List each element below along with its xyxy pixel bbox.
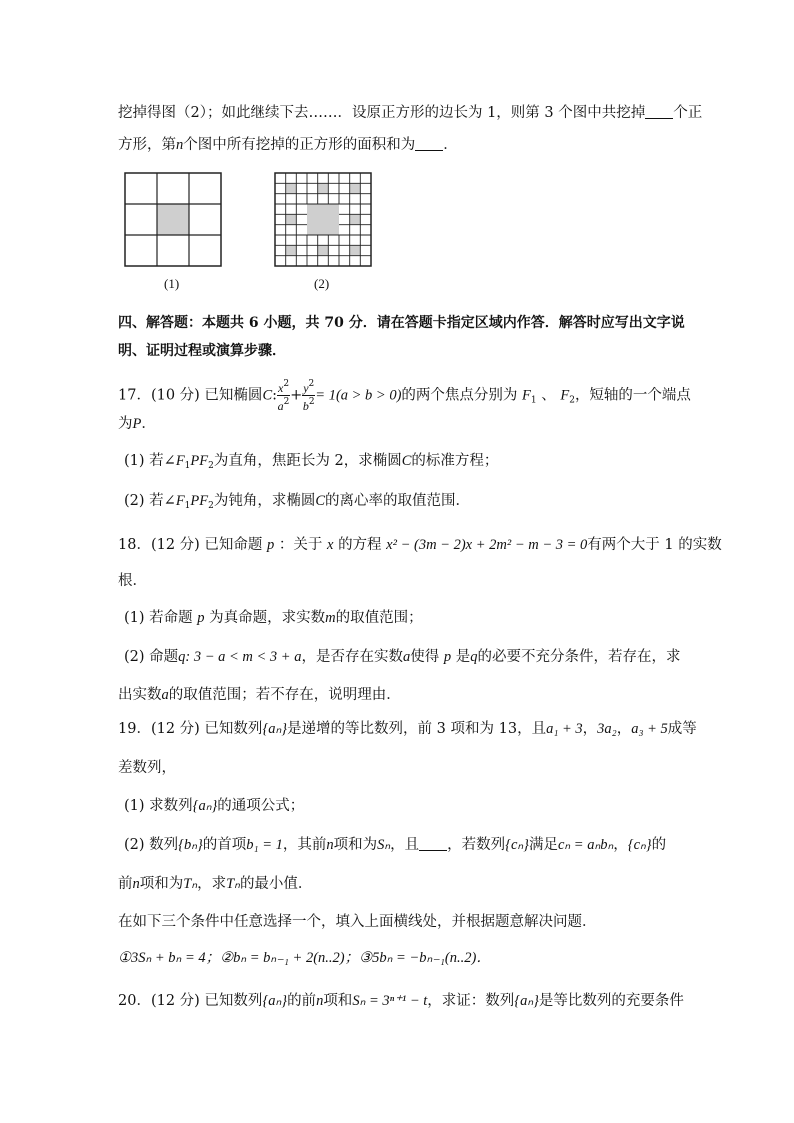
q19-text: 的通项公式； bbox=[217, 798, 305, 814]
q17-text: 的标准方程； bbox=[411, 453, 499, 469]
q17-line-2: 为P． bbox=[118, 416, 156, 432]
math-var: Tₙ bbox=[226, 876, 240, 892]
fraction-x: $\frac{x^2}{a^2}$ bbox=[277, 379, 290, 413]
q17-text: ，短轴的一个端点 bbox=[574, 387, 691, 404]
option-2: ②bₙ = bₙ₋₁ + 2(n..2)； bbox=[220, 950, 360, 966]
math-var: F bbox=[522, 387, 531, 404]
intro-text: 个图中所有挖掉的正方形的面积和为 bbox=[183, 137, 416, 153]
math-var: a bbox=[277, 399, 284, 413]
math-equation: x² − (3m − 2)x + 2m² − m − 3 = 0 bbox=[386, 537, 588, 553]
math-var: Sₙ bbox=[377, 837, 391, 853]
q19-options bbox=[118, 948, 491, 968]
math-var: y bbox=[303, 381, 309, 395]
intro-text: 个正 bbox=[673, 105, 703, 121]
figure-2-caption: (2) bbox=[314, 276, 330, 291]
q17-part-2: (2) 若$\angle F_1PF_2$为钝角，求椭圆C的离心率的取值范围． bbox=[124, 493, 471, 511]
q19-text: 前 bbox=[118, 876, 133, 892]
math-var: x bbox=[327, 537, 334, 553]
math-var: F bbox=[175, 493, 185, 509]
math-condition: : 3 − a < m < 3 + a bbox=[185, 649, 302, 665]
math-var: C bbox=[262, 387, 273, 404]
math-var: F bbox=[199, 493, 209, 509]
math-var: P bbox=[190, 453, 200, 469]
math-var: q bbox=[178, 649, 186, 665]
math-term: cₙ = aₙbₙ bbox=[557, 837, 614, 853]
q18-text: 的取值范围； bbox=[335, 610, 423, 626]
q20-line-1 bbox=[118, 991, 684, 1011]
math-term: a₁ + 3 bbox=[546, 721, 583, 737]
figure-1-grid bbox=[124, 172, 224, 268]
q20-text: ，求证：数列 bbox=[427, 993, 515, 1009]
answer-blank bbox=[645, 104, 673, 119]
q17-text: 的离心率的取值范围． bbox=[325, 493, 471, 509]
math-var: {cₙ} bbox=[627, 837, 652, 853]
fraction-y: $\frac{y^2}{b^2}$ bbox=[302, 379, 315, 413]
answer-blank bbox=[419, 836, 447, 851]
math-var: b bbox=[302, 399, 309, 413]
q19-part-1 bbox=[124, 796, 304, 816]
q19-text: 的首项 bbox=[202, 837, 247, 853]
q19-text: (1) 求数列 bbox=[124, 798, 193, 814]
math-var: P bbox=[132, 416, 142, 432]
q17-part-1: (1) 若$\angle F_1PF_2$为直角，焦距长为 2，求椭圆C的标准方程； bbox=[124, 453, 499, 471]
q19-text: 是递增的等比数列，前 3 项和为 13，且 bbox=[287, 721, 547, 737]
math-var: {aₙ} bbox=[262, 721, 288, 737]
math-var: x bbox=[278, 381, 284, 395]
math-term: Sₙ = 3ⁿ⁺¹ − t bbox=[352, 993, 428, 1009]
math-term: b₁ = 1 bbox=[246, 837, 283, 853]
q18-text: (1) 若命题 bbox=[124, 610, 193, 626]
math-var: F bbox=[560, 387, 570, 404]
math-var: P bbox=[190, 493, 200, 509]
q17-text: 17．(10 分) 已知椭圆 bbox=[118, 387, 263, 404]
math-condition: = 1(a > b > 0) bbox=[315, 387, 402, 404]
q18-text: 出实数 bbox=[118, 687, 162, 703]
q18-text: 的方程 bbox=[338, 537, 382, 553]
intro-text: ． bbox=[443, 137, 458, 153]
math-var: {bₙ} bbox=[178, 837, 203, 853]
math-term: a₃ + 5 bbox=[631, 721, 668, 737]
math-var: F bbox=[175, 453, 185, 469]
math-var: n bbox=[176, 137, 184, 153]
q19-text: 的最小值． bbox=[239, 876, 313, 892]
math-var: F bbox=[199, 453, 209, 469]
q19-text: 满足 bbox=[528, 837, 558, 853]
math-var: a bbox=[161, 687, 169, 703]
math-var: Tₙ bbox=[183, 876, 198, 892]
q17-text: (2) 若∠ bbox=[124, 493, 176, 509]
q19-text: 项和为 bbox=[139, 876, 184, 892]
q18-text: 18．(12 分) 已知命题 bbox=[118, 537, 263, 553]
q18-text: ，是否存在实数 bbox=[301, 649, 403, 665]
q19-text: 项和为 bbox=[333, 837, 378, 853]
math-var: a bbox=[402, 649, 411, 665]
q20-text: 的前 bbox=[287, 993, 317, 1009]
q19-text: (2) 数列 bbox=[124, 837, 179, 853]
q18-text: 有两个大于 1 的实数 bbox=[587, 537, 722, 553]
intro-line-1 bbox=[118, 103, 702, 123]
math-var: {aₙ} bbox=[262, 993, 288, 1009]
q18-part-2 bbox=[124, 647, 680, 667]
figure-1-caption: (1) bbox=[164, 276, 180, 291]
q18-line-2: 根． bbox=[118, 573, 147, 589]
option-3: ③5bₙ = −bₙ₋₁(n..2)． bbox=[359, 950, 491, 966]
q20-text: 是等比数列的充要条件 bbox=[538, 993, 684, 1009]
q17-text: (1) 若∠ bbox=[124, 453, 176, 469]
q17-text: 的两个焦点分别为 bbox=[401, 387, 518, 404]
math-var: {aₙ} bbox=[514, 993, 539, 1009]
math-var: p bbox=[197, 610, 205, 626]
q18-text: 的必要不充分条件，若存在，求 bbox=[477, 649, 681, 665]
q17-line-1: 17．(10 分) 已知椭圆C: $\frac{x^2}{a^2}$ + $\frac{y^2}{b^2}$ = 1(a > b > 0)的两个焦点分别为 $F_1$ 、 $F_2$，短轴的一个端点 bbox=[118, 379, 691, 413]
q18-part-1 bbox=[124, 608, 423, 628]
option-1: ①3Sₙ + bₙ = 4； bbox=[118, 950, 221, 966]
math-var: {aₙ} bbox=[192, 798, 218, 814]
q18-part-2-cont bbox=[118, 685, 401, 705]
math-var: q bbox=[470, 649, 478, 665]
math-var: {cₙ} bbox=[505, 837, 529, 853]
q18-text: 为真命题，求实数 bbox=[209, 610, 326, 626]
section-heading-cont: 明、证明过程或演算步骤． bbox=[118, 343, 286, 359]
q18-text: 使得 bbox=[410, 649, 440, 665]
intro-text: 挖掉得图（2）；如此继续下去……．设原正方形的边长为 1，则第 3 个图中共挖掉 bbox=[118, 105, 646, 121]
math-var: n bbox=[132, 876, 140, 892]
q17-text: 为 bbox=[118, 416, 133, 432]
figure-2-grid bbox=[274, 172, 374, 268]
math-var: n bbox=[326, 837, 334, 853]
math-var: p bbox=[443, 649, 452, 665]
q19-part-2-cont bbox=[118, 874, 312, 894]
math-var: m bbox=[325, 610, 336, 626]
math-term: 3a₂ bbox=[597, 721, 617, 737]
q19-text: ，且 bbox=[390, 837, 420, 853]
q19-text: ，若数列 bbox=[447, 837, 506, 853]
q19-text: ，求 bbox=[197, 876, 227, 892]
section-heading: 四、解答题：本题共 6 小题，共 70 分．请在答题卡指定区域内作答．解答时应写出文字说 bbox=[118, 315, 685, 331]
q19-line-2: 差数列， bbox=[118, 760, 176, 776]
q20-text: 20．(12 分) 已知数列 bbox=[118, 993, 263, 1009]
intro-line-2 bbox=[118, 135, 458, 155]
q19-part-2: (2) 数列{bₙ}的首项b₁ = 1，其前n项和为Sₙ，且 ，若数列{cₙ}满足cₙ = aₙbₙ，{cₙ}的 bbox=[124, 837, 667, 853]
q19-line-1: 19．(12 分) 已知数列{aₙ}是递增的等比数列，前 3 项和为 13，且a₁ + 3，3a₂，a₃ + 5成等 bbox=[118, 721, 697, 737]
q19-text: 19．(12 分) 已知数列 bbox=[118, 721, 263, 737]
q20-text: 项和 bbox=[323, 993, 353, 1009]
q18-line-1 bbox=[118, 535, 722, 555]
q17-text: 为直角，焦距长为 2，求椭圆 bbox=[213, 453, 402, 469]
q18-text: 是 bbox=[455, 649, 471, 665]
q19-instruction: 在如下三个条件中任意选择一个，填入上面横线处，并根据题意解决问题． bbox=[118, 914, 597, 930]
answer-blank bbox=[415, 136, 443, 151]
math-var: p bbox=[267, 537, 275, 553]
q18-text: (2) 命题 bbox=[124, 649, 179, 665]
q19-text: ，其前 bbox=[282, 837, 327, 853]
q18-text: ：关于 bbox=[278, 537, 323, 553]
math-var: C bbox=[401, 453, 412, 469]
math-var: C bbox=[315, 493, 326, 509]
q19-text: 成等 bbox=[667, 721, 697, 737]
q17-text: 为钝角，求椭圆 bbox=[213, 493, 316, 509]
math-var: n bbox=[316, 993, 324, 1009]
intro-text: 方形，第 bbox=[118, 137, 176, 153]
q18-text: 的取值范围；若不存在，说明理由． bbox=[168, 687, 401, 703]
